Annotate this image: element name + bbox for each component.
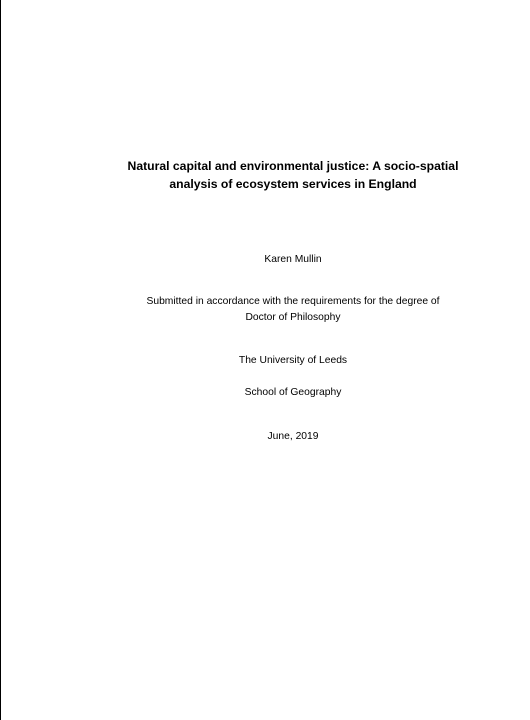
submission-line-1: Submitted in accordance with the requirements for the degree of: [146, 296, 440, 307]
submission-date: June, 2019: [267, 431, 319, 442]
submission-statement: [60, 294, 526, 326]
university-name: The University of Leeds: [238, 355, 348, 366]
page-edge-line: [0, 0, 1, 720]
submission-line-2: Doctor of Philosophy: [245, 312, 341, 323]
thesis-title-line-1: Natural capital and environmental justice: A socio-spatial: [127, 159, 459, 173]
school-name: School of Geography: [244, 387, 342, 398]
thesis-title: [60, 157, 526, 193]
thesis-title-line-2: analysis of ecosystem services in England: [169, 177, 417, 191]
author-name: Karen Mullin: [264, 254, 322, 265]
